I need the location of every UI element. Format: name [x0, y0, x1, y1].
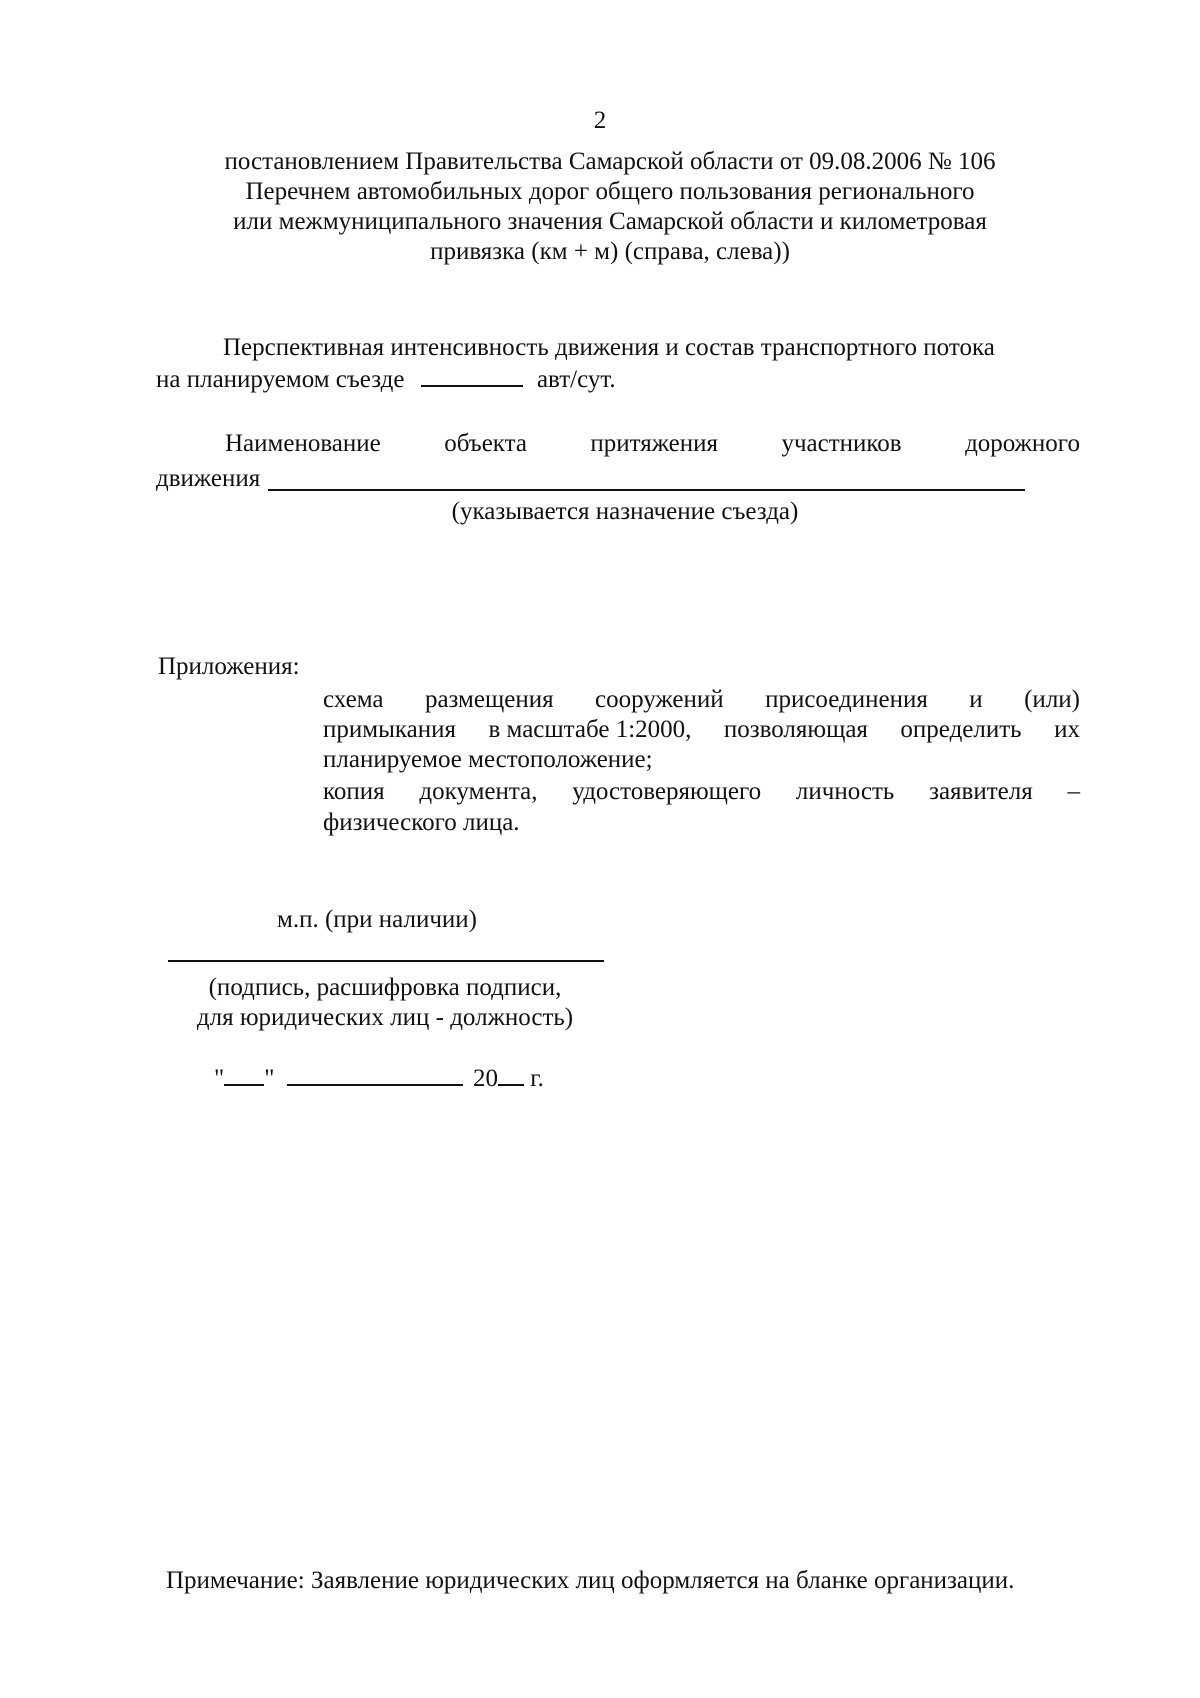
header-block: [150, 147, 1070, 267]
att1-w3: сооружений: [595, 686, 724, 713]
intensity-line-2-prefix: на планируемом съезде: [156, 366, 405, 393]
note-text: Примечание: Заявление юридических лиц оформляется на бланке организации.: [166, 1567, 1015, 1594]
date-year-prefix: 20: [472, 1065, 498, 1092]
att1-l2-w2: в масштабе 1:2000,: [488, 716, 692, 743]
attachment-2-line-1: [323, 777, 1080, 807]
stamp-label: м.п. (при наличии): [277, 906, 477, 933]
att1-w6: (или): [1024, 686, 1080, 713]
att1-l2-w3: позволяющая: [723, 716, 868, 743]
attachment-2-line-2: физического лица.: [323, 809, 520, 836]
header-line-3: или межмуниципального значения Самарской области и километровая: [233, 208, 987, 235]
header-line-4: привязка (км + м) (справа, слева)): [430, 238, 790, 265]
object-name-line-1: [225, 429, 1080, 459]
object-word-2: объекта: [444, 430, 527, 457]
signature-caption-line-1: (подпись, расшифровка подписи,: [208, 974, 562, 1001]
object-name-caption: (указывается назначение съезда): [451, 498, 799, 525]
att1-w1: схема: [323, 686, 384, 713]
att2-w1: копия: [323, 778, 385, 805]
att2-w2: документа,: [419, 778, 538, 805]
object-name-blank-field[interactable]: [268, 489, 1025, 491]
att1-l2-w5: их: [1054, 716, 1080, 743]
attachments-heading: Приложения:: [158, 653, 300, 680]
intensity-unit: авт/сут.: [536, 366, 616, 393]
object-name-line-2-prefix: движения: [156, 465, 261, 492]
object-word-3: притяжения: [590, 430, 719, 457]
att2-w4: личность: [795, 778, 895, 805]
date-year-suffix: г.: [530, 1065, 544, 1092]
signature-caption: [140, 973, 630, 1033]
object-name-line-2: [156, 464, 260, 494]
signature-caption-line-2: для юридических лиц - должность): [196, 1004, 574, 1031]
attachment-1-line-1: [323, 685, 1080, 715]
intensity-blank-field[interactable]: [421, 385, 523, 387]
header-line-2: Перечнем автомобильных дорог общего пользования регионального: [245, 178, 975, 205]
intensity-line-1: Перспективная интенсивность движения и состав транспортного потока: [223, 334, 995, 361]
attachment-1-line-2: [323, 715, 1080, 745]
att1-w4: присоединения: [765, 686, 928, 713]
date-quote-open: ": [214, 1065, 225, 1092]
date-year-field[interactable]: [498, 1084, 524, 1086]
attachment-1-line-3: планируемое местоположение;: [323, 746, 653, 773]
intensity-line-2: [156, 365, 616, 395]
date-quote-close: ": [264, 1065, 275, 1092]
att2-w6: –: [1067, 778, 1080, 805]
object-word-5: дорожного: [965, 430, 1080, 457]
page-number: 2: [593, 107, 607, 134]
att1-w5: и: [969, 686, 983, 713]
att1-l2-w1: примыкания: [323, 716, 456, 743]
object-word-1: Наименование: [225, 430, 381, 457]
object-word-4: участников: [781, 430, 902, 457]
att2-w5: заявителя: [929, 778, 1033, 805]
att2-w3: удостоверяющего: [572, 778, 762, 805]
header-line-1: постановлением Правительства Самарской области от 09.08.2006 № 106: [224, 148, 996, 175]
date-line: [214, 1064, 544, 1094]
att1-l2-w4: определить: [900, 716, 1022, 743]
signature-line[interactable]: [168, 960, 604, 962]
date-day-field[interactable]: [224, 1084, 264, 1086]
att1-w2: размещения: [424, 686, 554, 713]
date-month-field[interactable]: [287, 1084, 463, 1086]
